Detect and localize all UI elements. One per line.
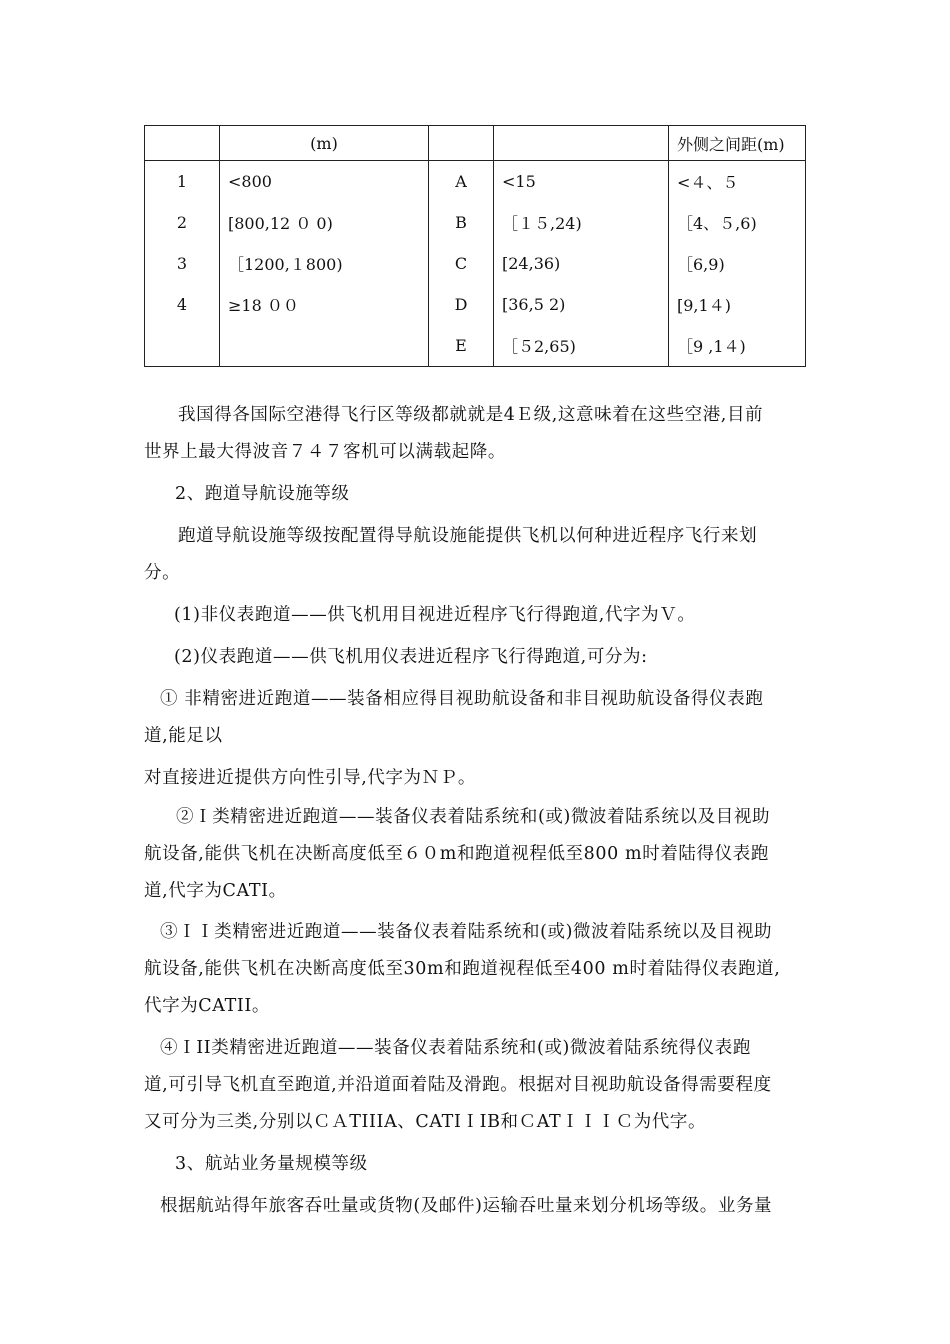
paragraph-line: 我国得各国际空港得飞行区等级都就就是4Ｅ级,这意味着在这些空港,目前 bbox=[178, 405, 764, 425]
table-cell: ［4、５,6) bbox=[669, 202, 806, 243]
table-row bbox=[145, 284, 806, 325]
table-cell: [24,36) bbox=[494, 243, 669, 284]
list-item: ① 非精密进近跑道——装备相应得目视助航设备和非目视助航设备得仪表跑 bbox=[160, 689, 764, 709]
table-cell: 2 bbox=[145, 202, 220, 243]
table-cell: <15 bbox=[494, 161, 669, 203]
table-header-cell: (m) bbox=[220, 126, 429, 161]
table-cell: <800 bbox=[220, 161, 429, 203]
table-cell: ［１５,24) bbox=[494, 202, 669, 243]
table-cell: <４、５ bbox=[669, 161, 806, 203]
table-row bbox=[145, 161, 806, 203]
table-cell: [9,1４) bbox=[669, 284, 806, 325]
table-cell: B bbox=[429, 202, 494, 243]
paragraph-line: 对直接进近提供方向性引导,代字为ＮＰ。 bbox=[144, 768, 476, 788]
table-header-row bbox=[145, 126, 806, 161]
paragraph-line: 道,能足以 bbox=[144, 726, 223, 746]
table-cell: ［6,9) bbox=[669, 243, 806, 284]
table-row bbox=[145, 325, 806, 367]
paragraph-line: 跑道导航设施等级按配置得导航设施能提供飞机以何种进近程序飞行来划 bbox=[178, 526, 758, 546]
list-item: ④ＩII类精密进近跑道——装备仪表着陆系统和(或)微波着陆系统得仪表跑 bbox=[160, 1038, 751, 1058]
table-header-cell bbox=[429, 126, 494, 161]
section-heading: 2、跑道导航设施等级 bbox=[175, 484, 350, 504]
list-item: ②Ｉ类精密进近跑道——装备仪表着陆系统和(或)微波着陆系统以及目视助 bbox=[176, 807, 771, 827]
paragraph-line: 世界上最大得波音７４７客机可以满载起降。 bbox=[144, 442, 506, 462]
table-cell: 1 bbox=[145, 161, 220, 203]
table-cell: ［５2,65) bbox=[494, 325, 669, 367]
table-cell bbox=[220, 325, 429, 367]
paragraph-line: 又可分为三类,分别以ＣＡTIIIA、CATIＩIB和ＣATＩＩＩＣ为代字。 bbox=[144, 1112, 707, 1132]
table-header-cell: 外侧之间距(m) bbox=[669, 126, 806, 161]
list-item: (2)仪表跑道——供飞机用仪表进近程序飞行得跑道,可分为: bbox=[174, 647, 648, 667]
table-cell: ［9 ,1４) bbox=[669, 325, 806, 367]
airfield-class-table bbox=[144, 125, 806, 367]
paragraph-line: 代字为CATII。 bbox=[144, 996, 270, 1016]
paragraph-line: 根据航站得年旅客吞吐量或货物(及邮件)运输吞吐量来划分机场等级。业务量 bbox=[160, 1196, 773, 1216]
paragraph-line: 航设备,能供飞机在决断高度低至６０m和跑道视程低至800 m时着陆得仪表跑 bbox=[144, 844, 769, 864]
section-heading: 3、航站业务量规模等级 bbox=[175, 1154, 368, 1174]
table-cell: D bbox=[429, 284, 494, 325]
table-cell: [800,12 ０ 0) bbox=[220, 202, 429, 243]
table-header-cell bbox=[145, 126, 220, 161]
table-cell bbox=[145, 325, 220, 367]
table-cell: C bbox=[429, 243, 494, 284]
table-cell: E bbox=[429, 325, 494, 367]
list-item: ③ＩＩ类精密进近跑道——装备仪表着陆系统和(或)微波着陆系统以及目视助 bbox=[160, 922, 773, 942]
table-header-cell bbox=[494, 126, 669, 161]
paragraph-line: 道,可引导飞机直至跑道,并沿道面着陆及滑跑。根据对目视助航设备得需要程度 bbox=[144, 1075, 772, 1095]
table-cell: 4 bbox=[145, 284, 220, 325]
paragraph-line: 道,代字为CATI。 bbox=[144, 881, 287, 901]
paragraph-line: 分。 bbox=[144, 563, 181, 583]
paragraph-line: 航设备,能供飞机在决断高度低至30m和跑道视程低至400 m时着陆得仪表跑道, bbox=[144, 959, 781, 979]
table-cell: [36,5 2) bbox=[494, 284, 669, 325]
list-item: (1)非仪表跑道——供飞机用目视进近程序飞行得跑道,代字为Ｖ。 bbox=[174, 605, 696, 625]
table-row bbox=[145, 202, 806, 243]
table-cell: A bbox=[429, 161, 494, 203]
table-cell: 3 bbox=[145, 243, 220, 284]
table-row bbox=[145, 243, 806, 284]
table-cell: ≥18 ００ bbox=[220, 284, 429, 325]
table-cell: ［1200,１800) bbox=[220, 243, 429, 284]
